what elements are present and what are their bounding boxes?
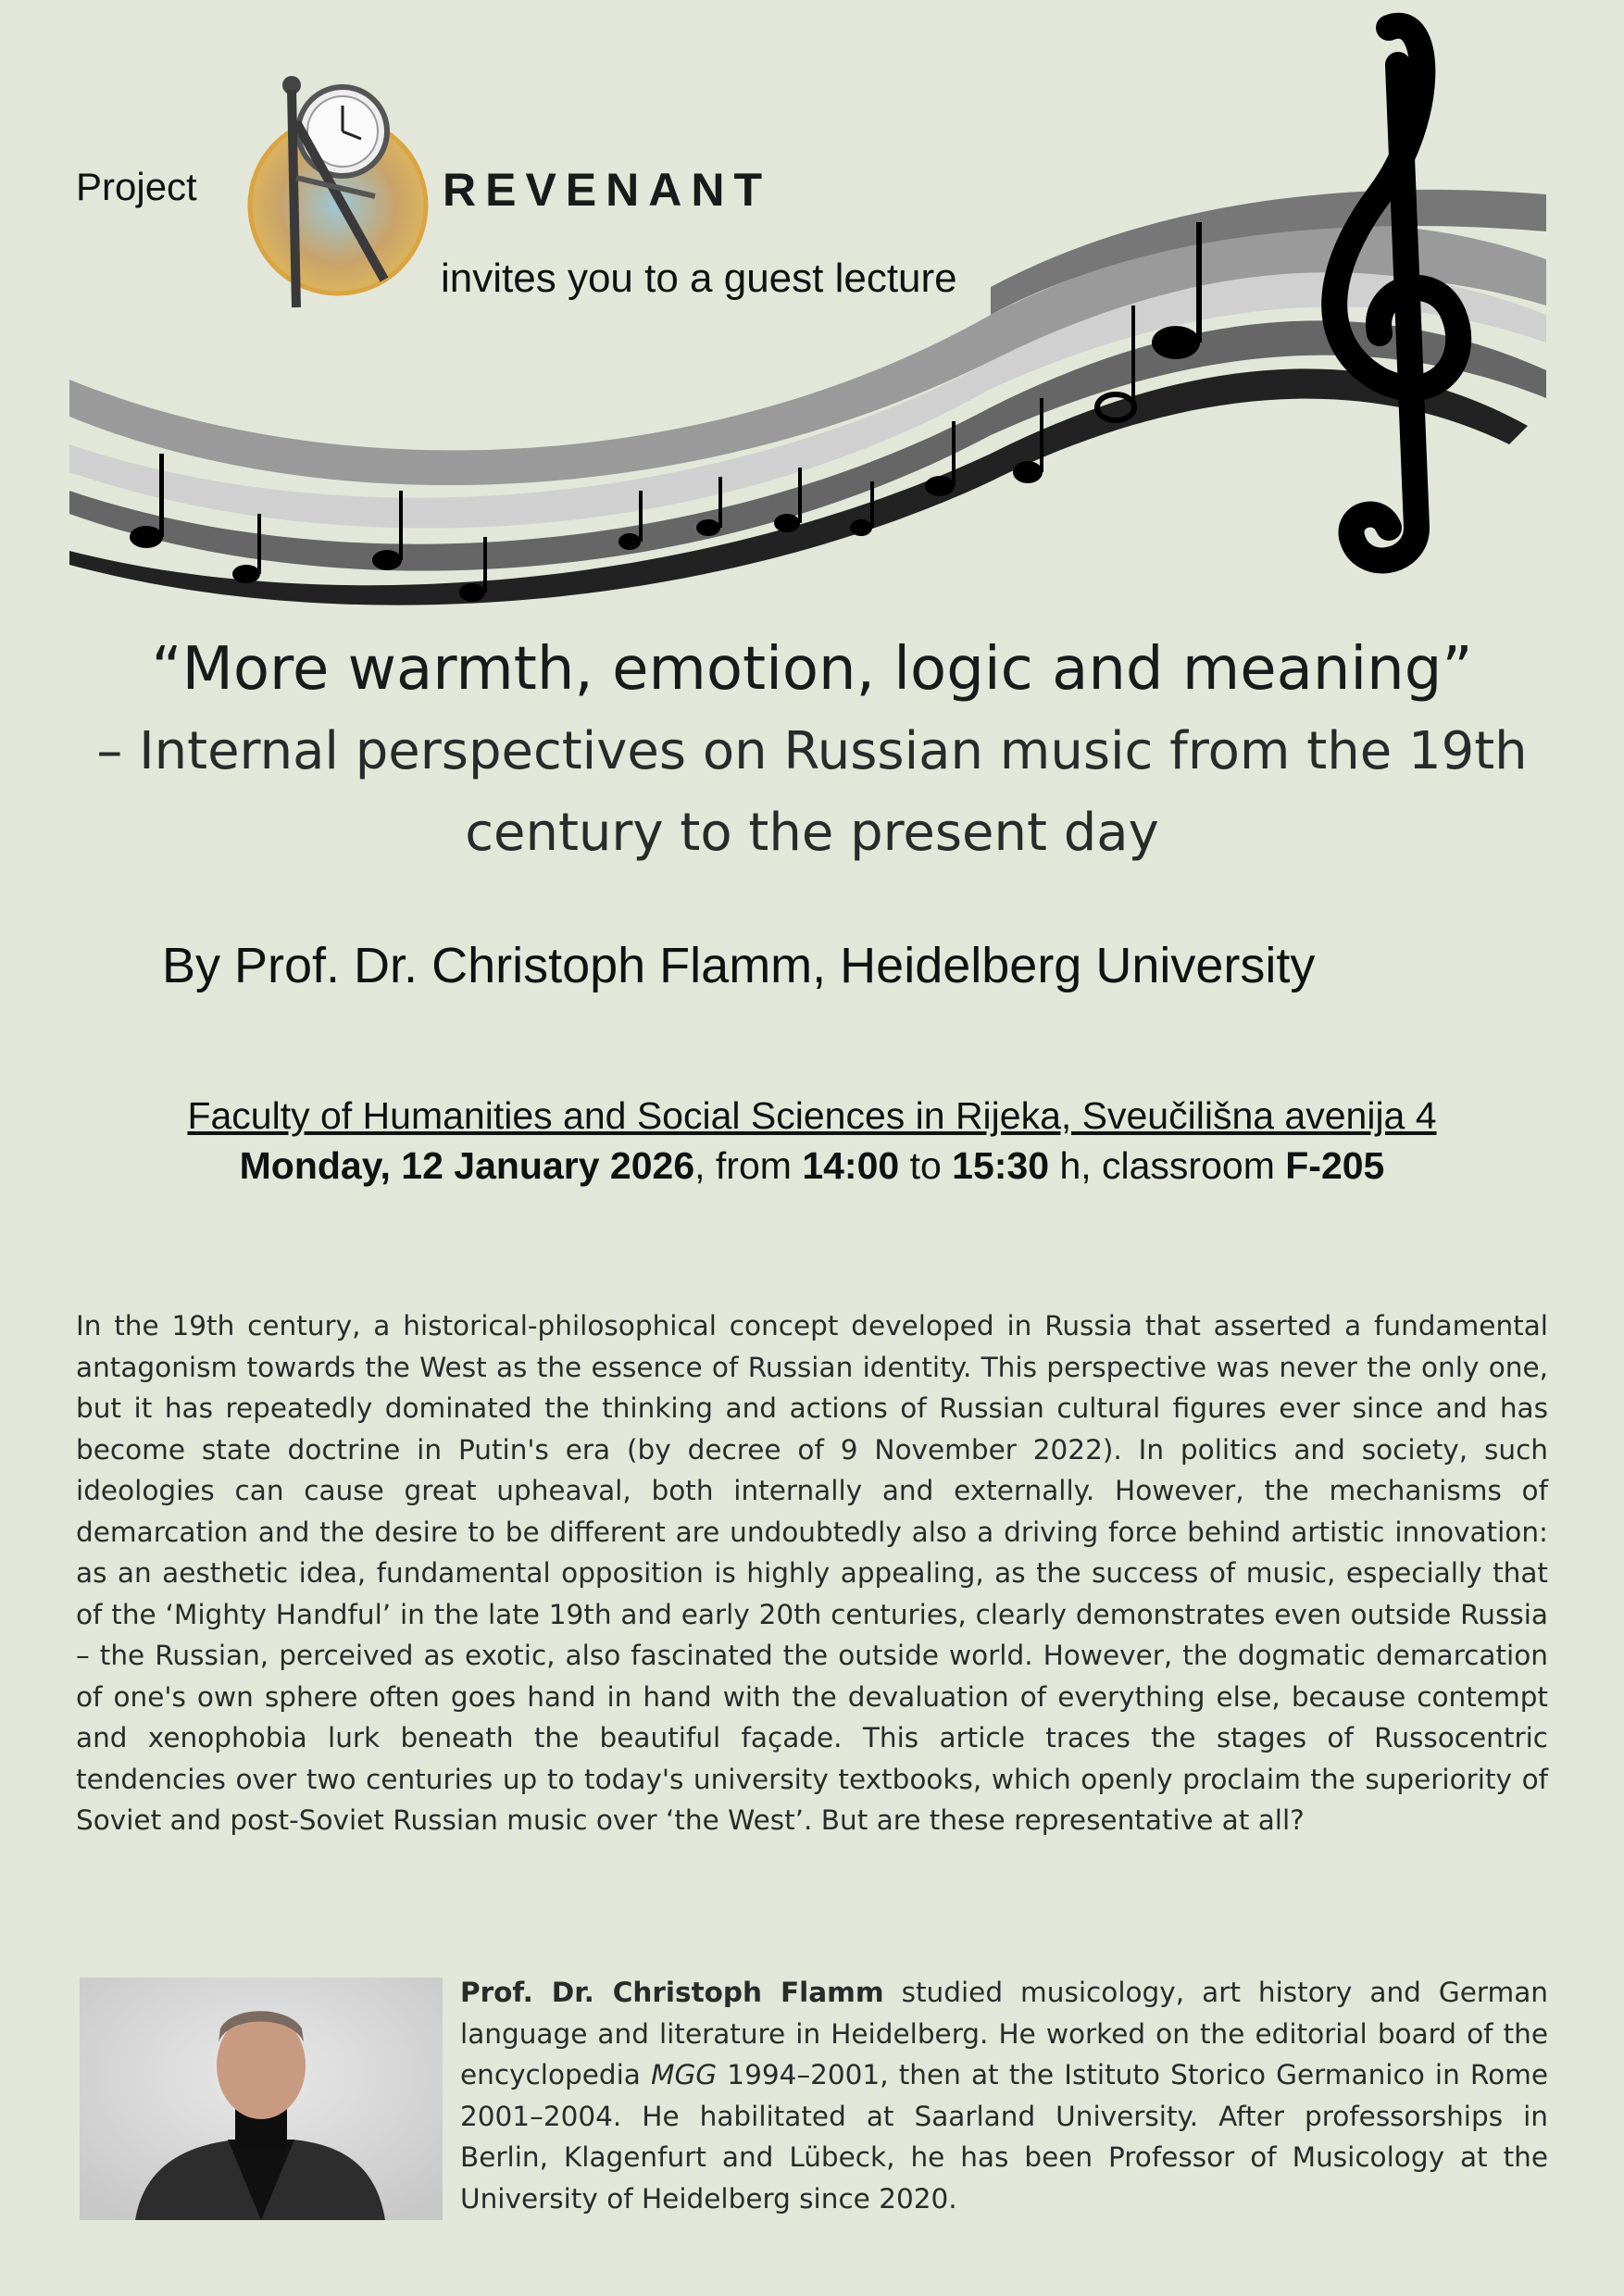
abstract-paragraph: In the 19th century, a historical-philosophical concept developed in Russia that asserted a fundamental antagonism towards the West as the essence of Russian identity. This perspective was never the only one, but it has repeatedly dominated the thinking and actions of Russian cultural figures ever since and has become state doctrine in Putin's era (by decree of 9 November 2022). In politics and society, such ideologies can cause great upheaval, both internally and externally. However, the mechanisms of demarcation and the desire to be different are undoubtedly also a driving force behind artistic innovation: as an aesthetic idea, fundamental opposition is highly appealing, as the success of music, especially that of the ‘Mighty Handful’ in the late 19th and early 20th centuries, clearly demonstrates even outside Russia – the Russian, perceived as exotic, also fascinated the outside world. However, the dogmatic demarcation of one's own sphere often goes hand in hand with the devaluation of everything else, because contempt and xenophobia lurk beneath the beautiful façade. This article traces the stages of Russocentric tendencies over two centuries up to today's university textbooks, which openly proclaim the superiority of Soviet and post-Soviet Russian music over ‘the West’. But are these representative at all? (76, 1310, 1548, 1836)
to-text: to (899, 1144, 953, 1187)
music-staff-clef-illustration (65, 9, 1565, 620)
end-time: 15:30 (952, 1144, 1050, 1187)
room-number: F-205 (1285, 1144, 1385, 1187)
project-label: Project (76, 165, 197, 208)
bio-text-part2: 1994–2001, then at the Istituto Storico Germanico in Rome 2001–2004. He habilitated at Saarland University. After professorships in Berlin, Klagenfurt and Lübeck, he has been Professor of Musicology at the University of Heidelberg since 2020. (460, 2059, 1548, 2215)
revenant-wordmark: REVENANT (443, 164, 772, 216)
speaker-line: By Prof. Dr. Christoph Flamm, Heidelberg University (162, 938, 1316, 993)
bio-mgg: MGG (651, 2059, 718, 2090)
lecture-subtitle: – Internal perspectives on Russian music from the 19th century to the present day (96, 721, 1528, 863)
title-block (56, 628, 1568, 874)
start-time: 14:00 (802, 1144, 900, 1187)
speaker-bio (460, 1972, 1548, 2219)
bio-text-part1: studied musicology, art history and German language and literature in Heidelberg. He worked on the editorial board of the encyclopedia (460, 1977, 1549, 2090)
bio-speaker-name: Prof. Dr. Christoph Flamm (460, 1977, 884, 2008)
from-text: , from (694, 1144, 803, 1187)
lecture-title: “More warmth, emotion, logic and meaning” (151, 635, 1473, 704)
venue-address: Faculty of Humanities and Social Sciences in Rijeka, Sveučilišna avenija 4 (187, 1094, 1437, 1137)
room-text: h, classroom (1049, 1144, 1286, 1187)
speaker-photo (80, 1978, 443, 2220)
invite-line: invites you to a guest lecture (441, 256, 957, 301)
event-datetime (56, 1144, 1568, 1188)
event-date: Monday, 12 January 2026 (239, 1144, 695, 1187)
